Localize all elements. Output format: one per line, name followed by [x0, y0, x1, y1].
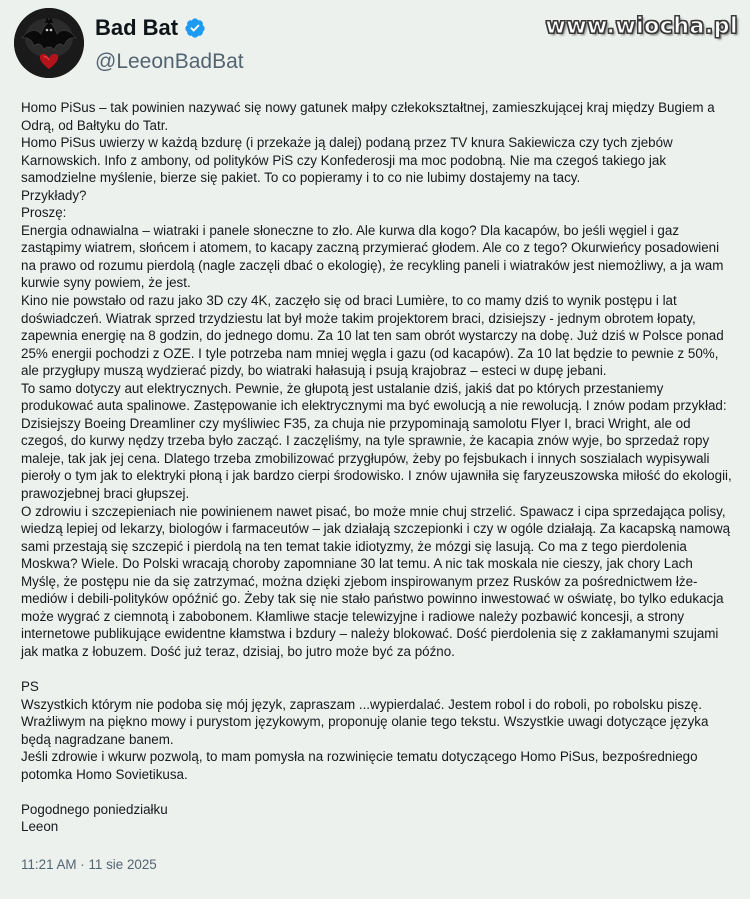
display-name-row — [95, 14, 206, 42]
post-paragraph: Leeon — [21, 819, 59, 835]
post-paragraph: PS — [21, 679, 39, 695]
post-paragraph: Jeśli zdrowie i wkurw pozwolą, to mam pomysła na rozwinięcie tematu dotyczącego Homo PiSus, bezpośredniego potomka Homo Sovietikusa. — [21, 749, 702, 782]
post-paragraph: Kino nie powstało od razu jako 3D czy 4K, zaczęło się od braci Lumière, to co mamy dziś to wynik postępu i lat doświadczeń. Wiatrak sprzed trzydziestu lat był może takim projektorem braci, dzisiejszy - jednym obrotem łopaty, zapewnia energię na 8 godzin, do jednego domu. Za 10 lat ten sam obrót wystarczy na dobę. Już dziś w Polsce ponad 25% energii pochodzi z OZE. I tyle potrzeba nam mniej węgla i gazu (od kacapów). Za 10 lat będzie to pewnie z 50%, ale przygłupy muszą wydzierać pizdy, bo wiatraki hałasują i psują krajobraz – esteci w dupę jebani. — [21, 293, 728, 379]
verified-badge-icon — [184, 17, 206, 39]
post-paragraph: Przykłady? — [21, 187, 87, 203]
site-watermark: www.wiocha.pl — [545, 14, 738, 39]
post-paragraph: Wszystkich którym nie podoba się mój język, zapraszam ...wypierdalać. Jestem robol i do roboli, po robolsku piszę. Wrażliwym na piękno mowy i purystom językowym, proponuję olanie tego tekstu. Wszystkie uwagi dotyczące języka będą nagradzane banem. — [21, 696, 713, 747]
bat-avatar-icon — [14, 8, 84, 78]
post-text — [21, 99, 736, 836]
post-paragraph: O zdrowiu i szczepieniach nie powinienem nawet pisać, bo może mnie chuj strzelić. Spawacz i cipa sprzedająca polisy, wiedzą lepiej od lekarzy, biologów i farmaceutów – jak działają szczepionki i czy w ogóle działają. Za kacapską namową sami przestają się szczepić i pierdolą na ten temat takie idiotyzmy, że mózgi się lasują. Co ma z tego pierdolenia Moskwa? Wiele. Do Polski wracają choroby zapomniane 30 lat temu. A nic tak moskala nie cieszy, jak chory Lach Myślę, że postępu nie da się zatrzymać, można dzięki zjebom inspirowanym przez Rusków za pośrednictwem łże-mediów i debili-polityków opóźnić go. Żeby tak się nie stało państwo powinno inwestować w oświatę, bo tylko edukacja może wygrać z ciemnotą i zabobonem. Kłamliwe stacje telewizyjne i radiowe należy pozbawić koncesji, a strony internetowe publikujące ewidentne kłamstwa i bzdury – należy blokować. Dość pierdolenia się z zakłamanymi szujami jak matka z łobuzem. Dość już teraz, dzisiaj, bo jutro może być za późno. — [21, 503, 734, 659]
post-paragraph: Proszę: — [21, 205, 67, 221]
post-paragraph: To samo dotyczy aut elektrycznych. Pewnie, że głupotą jest ustalanie dziś, jakiś dat po których przestaniemy produkować auta spalinowe. Zastępowanie ich elektrycznymi ma być ewolucją a nie rewolucją. I znów podam przykład: Dzisiejszy Boeing Dreamliner czy myśliwiec F35, za chuja nie przypominają samolotu Flyer I, braci Wright, ale od czegoś, do kurwy nędzy trzeba było zacząć. I zaczęliśmy, na tyle sprawnie, że kacapia znów wyje, bo sprzedaż ropy maleje, tak jak jej cena. Dlatego trzeba zmobilizować przygłupów, żeby po fejsbukach i innych soszialach wypisywali pieroły o tym jak to elektryki płoną i jak bardzo cierpi środowisko. I znów ujawniła się faryzeuszowska miłość do ekologii, prawozjebnej braci głupszej. — [21, 380, 736, 502]
post-paragraph: Energia odnawialna – wiatraki i panele słoneczne to zło. Ale kurwa dla kogo? Dla kacapów, bo jeśli węgiel i gaz zastąpimy wiatrem, słońcem i atomem, to kacapy zaczną przymierać głodem. Ale co z tego? Okurwieńcy posadowieni na prawo od rozumu pierdolą (nagle zaczęli dbać o ekologię), że recykling paneli i wiatraków jest niemożliwy, a ja wam kurwie syny powiem, że jest. — [21, 222, 728, 291]
post-timestamp[interactable]: 11:21 AM · 11 sie 2025 — [21, 857, 157, 872]
post-header — [0, 0, 750, 92]
blank-line — [21, 661, 733, 679]
blank-line — [21, 783, 733, 801]
post-paragraph: Homo PiSus uwierzy w każdą bzdurę (i przekaże ją dalej) podaną przez TV knura Sakiewicza czy tych zjebów Karnowskich. Info z ambony, od polityków PiS czy Konfederosji ma moc podobną. Nie ma czegoś takiego jak samodzielne myślenie, bierze się pakiet. To co popieramy i to co nie lubimy dostajemy na tacy. — [21, 135, 677, 186]
user-handle[interactable]: @LeeonBadBat — [95, 50, 244, 73]
avatar[interactable] — [14, 8, 84, 78]
post-paragraph: Pogodnego poniedziałku — [21, 801, 168, 817]
display-name[interactable]: Bad Bat — [95, 15, 179, 40]
post-paragraph: Homo PiSus – tak powinien nazywać się nowy gatunek małpy człekokształtnej, zamieszkującej kraj między Bugiem a Odrą, od Bałtyku do Tatr. — [21, 100, 719, 133]
